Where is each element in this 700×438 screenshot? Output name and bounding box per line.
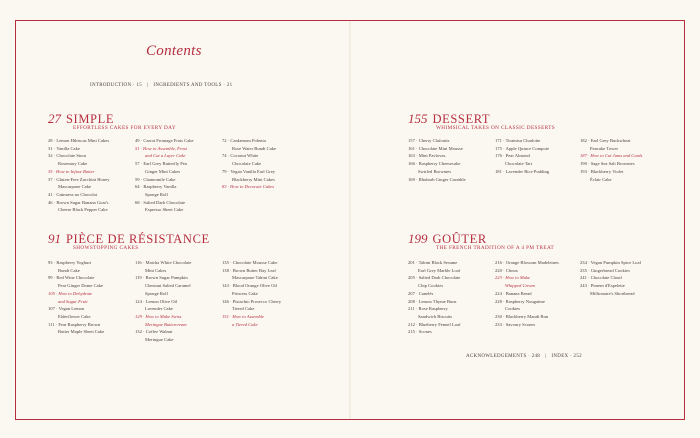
entry-title-continued: Mini Cakes: [145, 267, 167, 273]
entry-title: 215 · Scones: [408, 329, 432, 335]
entry-title: 230 · Blackberry Mandi Bun: [495, 313, 549, 319]
toc-recipe-entry[interactable]: [408, 152, 466, 160]
entry-title: 51 · How to Assemble, Frost: [135, 145, 187, 151]
entry-title: 83 · How to Decorate Cakes: [222, 184, 275, 190]
toc-recipe-entry[interactable]: [222, 282, 281, 297]
entry-title-continued: Blackberry Mini Cakes: [232, 176, 275, 182]
toc-recipe-entry[interactable]: [408, 176, 466, 184]
toc-how-to-entry[interactable]: [48, 290, 104, 305]
entry-title: 211 · Rose Raspberry: [408, 306, 448, 312]
entry-title: 243 · Piment d'Espelette: [580, 283, 625, 289]
toc-column: [222, 259, 281, 328]
entry-title: 74 · Coconut White: [222, 153, 259, 159]
toc-recipe-entry[interactable]: [135, 137, 194, 145]
toc-recipe-entry[interactable]: [580, 137, 642, 152]
entry-title: 187 · How to Cut Jams and Curds: [580, 153, 643, 159]
toc-recipe-entry[interactable]: [495, 313, 559, 321]
entry-title: 138 · Brown Butter Bay Leaf: [222, 267, 276, 273]
toc-recipe-entry[interactable]: [135, 290, 191, 298]
toc-recipe-entry[interactable]: [222, 168, 276, 183]
entry-title-continued: Whipped Cream: [505, 283, 535, 289]
entry-title: 216 · Orange Blossom Madeleines: [495, 260, 559, 265]
entry-title: 161 · Chocolate Mini Mousse: [408, 145, 463, 151]
toc-recipe-entry[interactable]: [222, 298, 281, 313]
toc-recipe-entry[interactable]: [48, 321, 104, 336]
entry-title: 205 · Salted Dark Chocolate: [408, 275, 461, 281]
toc-column: [135, 137, 194, 214]
entry-title: 64 · Raspberry Vanilla: [135, 184, 177, 190]
section-title: GOÛTER: [432, 232, 487, 246]
entry-title-continued: Chocolate Cake: [232, 161, 262, 167]
entry-title-continued: Meringue Buttercream: [145, 321, 187, 327]
toc-recipe-entry[interactable]: [408, 274, 461, 289]
toc-how-to-entry[interactable]: [580, 152, 642, 160]
entry-title: 79 · Vegan Vanilla Earl Grey: [222, 168, 276, 174]
toc-recipe-entry[interactable]: [408, 305, 461, 320]
entry-title: 224 · Banana Bread: [495, 290, 532, 296]
entry-title-continued: Cookies: [505, 306, 521, 312]
toc-recipe-entry[interactable]: [135, 160, 194, 175]
toc-recipe-entry[interactable]: [580, 160, 642, 168]
toc-column: [495, 137, 549, 176]
entry-title: 233 · Savoury Scones: [495, 321, 536, 327]
toc-recipe-entry[interactable]: [135, 259, 191, 274]
entry-title-continued: Rosemary Cake: [58, 161, 88, 167]
entry-title: 193 · Blackberry Violet: [580, 168, 624, 174]
entry-title-continued: Sponge Roll: [145, 191, 168, 197]
entry-title: 234 · Vegan Pumpkin Spice Loaf: [580, 260, 642, 265]
toc-recipe-entry[interactable]: [48, 199, 110, 214]
toc-recipe-entry[interactable]: [580, 168, 642, 183]
entry-title: 146 · Pistachio Prosecco Cherry: [222, 298, 282, 304]
entry-title: 208 · Lemon Thyme Buns: [408, 298, 457, 304]
entry-title: 93 · Raspberry Yoghurt: [48, 260, 92, 265]
entry-title: 220 · Choux: [495, 267, 518, 273]
entry-title-continued: Pear Ginger Dome Cake: [58, 283, 104, 289]
entry-title: 143 · Blood Orange Olive Oil: [222, 283, 277, 289]
separator: |: [147, 83, 149, 88]
toc-recipe-entry[interactable]: [580, 282, 641, 297]
entry-title-continued: Sponge Roll: [145, 290, 168, 296]
toc-recipe-entry[interactable]: [408, 298, 461, 306]
introduction-link[interactable]: INTRODUCTION · 15: [90, 83, 143, 88]
entry-title: 105 · How to Dehydrate: [48, 290, 93, 296]
entry-title: 176 · Pear Almond: [495, 153, 530, 159]
toc-recipe-entry[interactable]: [48, 259, 104, 274]
entry-title-continued: Princess Cake: [232, 290, 258, 296]
section-subtitle: THE FRENCH TRADITION OF A 4 PM TREAT: [436, 245, 555, 251]
entry-title-continued: Éclair Cake: [590, 176, 612, 182]
entry-title: 111 · Fear Raspberry Brown: [48, 321, 101, 327]
entry-title: 181 · Lavender Rice Pudding: [495, 168, 550, 174]
entry-title: 28 · Lemon Hibiscus Mini Cakes: [48, 138, 110, 143]
toc-recipe-entry[interactable]: [580, 267, 641, 275]
entry-title: 169 · Rhubarb Ginger Crumble: [408, 176, 466, 182]
toc-recipe-entry[interactable]: [408, 145, 466, 153]
toc-recipe-entry[interactable]: [48, 305, 104, 320]
toc-column: [222, 137, 276, 191]
toc-column: [495, 259, 559, 328]
entry-title: 241 · Chocolate Cloud: [580, 275, 622, 281]
toc-recipe-entry[interactable]: [135, 199, 194, 214]
toc-how-to-entry[interactable]: [222, 313, 281, 328]
toc-recipe-entry[interactable]: [135, 274, 191, 289]
entry-title-continued: Chocolate Tart: [505, 161, 533, 167]
toc-column: [580, 259, 641, 298]
toc-recipe-entry[interactable]: [495, 152, 549, 167]
section-page-number: 155: [408, 111, 428, 126]
entry-title: 72 · Cardamom Polenta: [222, 138, 266, 143]
entry-title-continued: Elderflower Cake: [58, 313, 91, 319]
entry-title: 151 · How to Assemble: [222, 313, 265, 319]
entry-title: 171 · Tiramisu Charlotte: [495, 138, 541, 143]
acknowledgements-link[interactable]: ACKNOWLEDGEMENTS · 248: [466, 354, 541, 359]
entry-title: 212 · Blueberry Fennel Loaf: [408, 321, 461, 327]
entry-title-continued: Chip Cookies: [418, 283, 444, 289]
entry-title: 223 · How to Make: [495, 275, 531, 281]
section-title: SIMPLE: [66, 112, 115, 126]
toc-how-to-entry[interactable]: [48, 168, 110, 176]
entry-title: 119 · Brown Sugar Pumpkin: [135, 275, 188, 281]
toc-recipe-entry[interactable]: [135, 328, 191, 343]
entry-title: 228 · Raspberry Nougatine: [495, 298, 545, 304]
toc-column: [408, 259, 461, 336]
toc-recipe-entry[interactable]: [48, 152, 110, 167]
toc-recipe-entry[interactable]: [408, 321, 461, 329]
entry-title-continued: Bundt Cake: [58, 267, 80, 273]
toc-how-to-entry[interactable]: [222, 183, 276, 191]
entry-title-continued: Butter Maple Sheet Cake: [58, 329, 105, 335]
toc-recipe-entry[interactable]: [135, 183, 194, 198]
entry-title-continued: Mascarpone Tahini Cake: [232, 275, 278, 281]
book-gutter: [349, 21, 351, 419]
entry-title: 182 · Earl Grey Buckwheat: [580, 138, 631, 143]
toc-recipe-entry[interactable]: [495, 298, 559, 313]
toc-recipe-entry[interactable]: [495, 321, 559, 329]
toc-recipe-entry[interactable]: [48, 137, 110, 145]
ingredients-tools-link[interactable]: INGREDIENTS AND TOOLS · 21: [153, 83, 233, 88]
toc-recipe-entry[interactable]: [222, 152, 276, 167]
separator: |: [545, 354, 547, 359]
section-page-number: 27: [48, 111, 61, 126]
toc-how-to-entry[interactable]: [135, 145, 194, 160]
toc-recipe-entry[interactable]: [580, 259, 641, 267]
toc-recipe-entry[interactable]: [48, 274, 104, 289]
entry-title-continued: and Sugar Fruit: [58, 298, 88, 304]
entry-title-continued: and Cut a Layer Cake: [145, 153, 186, 159]
section-subtitle: SHOWSTOPPING CAKES: [73, 245, 139, 251]
toc-column: [48, 259, 104, 336]
back-matter-links: [466, 354, 582, 359]
entry-title: 46 · Brown Sugar Banana Goat's: [48, 199, 109, 205]
toc-recipe-entry[interactable]: [408, 259, 461, 274]
entry-title: 132 · Coffee Walnut: [135, 329, 173, 335]
toc-recipe-entry[interactable]: [580, 274, 641, 282]
section-subtitle: EFFORTLESS CAKES FOR EVERY DAY: [73, 125, 176, 131]
toc-recipe-entry[interactable]: [408, 328, 461, 336]
entry-title-continued: Millionaire's Shortbread: [590, 290, 635, 296]
entry-title-continued: Pancake Tower: [590, 145, 619, 151]
entry-title: 207 · Canelés: [408, 290, 434, 296]
entry-title-continued: Earl Grey Marble Loaf: [418, 267, 461, 273]
entry-title: 235 · Gingerbread Cookies: [580, 267, 630, 273]
section-page-number: 199: [408, 231, 428, 246]
toc-recipe-entry[interactable]: [48, 145, 110, 153]
toc-recipe-entry[interactable]: [495, 290, 559, 298]
entry-title: 41 · Guinness no Chocolat: [48, 191, 97, 197]
toc-how-to-entry[interactable]: [495, 274, 559, 289]
entry-title: 57 · Earl Grey Butterfly Pea: [135, 161, 187, 167]
toc-recipe-entry[interactable]: [222, 137, 276, 152]
section-title: DESSERT: [432, 112, 491, 126]
toc-recipe-entry[interactable]: [495, 137, 549, 145]
front-matter-links: [90, 83, 232, 88]
entry-title-continued: Espresso Sheet Cake: [145, 207, 184, 213]
section-subtitle: WHIMSICAL TAKES ON CLASSIC DESSERTS: [436, 125, 556, 131]
index-link[interactable]: INDEX · 252: [551, 354, 582, 359]
toc-column: [135, 259, 191, 344]
entry-title-continued: Meringue Cake: [145, 337, 174, 343]
toc-recipe-entry[interactable]: [222, 259, 281, 267]
section-title: PIÈCE DE RÉSISTANCE: [66, 232, 210, 246]
toc-column: [580, 137, 642, 183]
entry-title: 124 · Lemon Olive Oil: [135, 298, 178, 304]
entry-title: 32 · Chocolate Stout: [48, 153, 86, 159]
toc-recipe-entry[interactable]: [408, 137, 466, 145]
entry-title-continued: Mascarpone Cake: [58, 184, 92, 190]
entry-title: 166 · Raspberry Cheesecake: [408, 161, 461, 167]
entry-title: 175 · Apple Quince Compote: [495, 145, 550, 151]
entry-title: 31 · Vanilla Cake: [48, 145, 80, 151]
entry-title-continued: Chestnut Salted Caramel: [145, 283, 191, 289]
entry-title-continued: Rose Water Bundt Cake: [232, 145, 277, 151]
entry-title: 99 · Red Wine Chocolate: [48, 275, 95, 281]
toc-recipe-entry[interactable]: [48, 191, 110, 199]
toc-recipe-entry[interactable]: [408, 290, 461, 298]
section-page-number: 91: [48, 231, 61, 246]
entry-title: 37 · Gluten-Free Zucchini Honey: [48, 176, 110, 182]
toc-recipe-entry[interactable]: [408, 160, 466, 175]
contents-title: Contents: [146, 43, 202, 59]
entry-title-continued: a Tiered Cake: [232, 321, 258, 327]
toc-column: [48, 137, 110, 214]
entry-title-continued: Lavender Cake: [145, 306, 173, 312]
toc-recipe-entry[interactable]: [495, 259, 559, 267]
entry-title: 35 · How to Infuse Butter: [48, 168, 95, 174]
toc-recipe-entry[interactable]: [135, 176, 194, 184]
toc-column: [408, 137, 466, 183]
toc-recipe-entry[interactable]: [135, 298, 191, 313]
entry-title: 116 · Matcha White Chocolate: [135, 260, 192, 265]
entry-title: 163 · Mini Pavlovas: [408, 153, 446, 159]
entry-title: 135 · Chocolate Mousse Cake: [222, 260, 278, 265]
entry-title: 49 · Carrot Fromage Frais Cake: [135, 138, 194, 143]
toc-recipe-entry[interactable]: [495, 145, 549, 153]
toc-recipe-entry[interactable]: [495, 267, 559, 275]
toc-recipe-entry[interactable]: [222, 267, 281, 282]
entry-title-continued: Tiered Cake: [232, 306, 255, 312]
entry-title-continued: Swirled Brownies: [418, 168, 452, 174]
entry-title-continued: Sandwich Biscuits: [418, 313, 453, 319]
entry-title: 201 · Tahini Black Sesame: [408, 260, 458, 265]
entry-title-continued: Ginger Mini Cakes: [145, 168, 181, 174]
entry-title: 157 · Cherry Clafoutis: [408, 138, 450, 143]
entry-title-continued: Cheese Black Pepper Cake: [58, 207, 108, 213]
entry-title: 129 · How to Make Swiss: [135, 313, 182, 319]
toc-recipe-entry[interactable]: [495, 168, 549, 176]
entry-title: 107 · Vegan Lemon: [48, 306, 85, 312]
entry-title: 190 · Sage Sea Salt Brownies: [580, 161, 635, 167]
entry-title: 68 · Salted Dark Chocolate: [135, 199, 186, 205]
toc-how-to-entry[interactable]: [135, 313, 191, 328]
entry-title: 59 · Chamomile Cake: [135, 176, 176, 182]
toc-recipe-entry[interactable]: [48, 176, 110, 191]
